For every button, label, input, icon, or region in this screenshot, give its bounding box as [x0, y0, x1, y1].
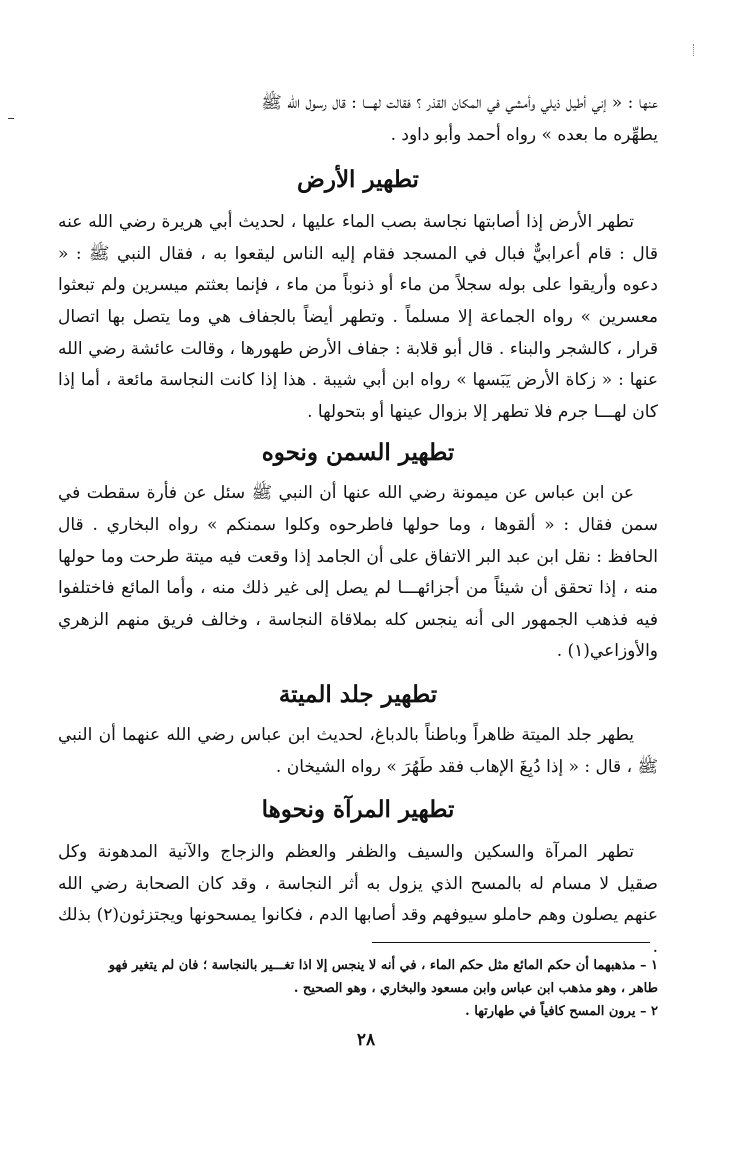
page-number: ٢٨: [356, 1030, 376, 1050]
paragraph-mirror-purification: تطهر المرآة والسكين والسيف والظفر والعظم والزجاج والآنية المدهونة وكل صقيل لا مسام له بالمسح الذي يزول به أثر النجاسة ، وقد كان الصحابة رضي الله عنهم يصلون وهم حاملو سيوفهم وقد أصابها الدم ، فكانوا يمسحونها ويجتزئون(٢) بذلك .: [58, 842, 658, 957]
heading-hide-purification: تطهير جلد الميتة: [278, 680, 438, 708]
paragraph-earth-purification: تطهر الأرض إذا أصابتها نجاسة بصب الماء عليها ، لحديث أبي هريرة رضي الله عنه قال : قام أعرابيٌّ فبال في المسجد فقام إليه الناس ليقعوا به ، فقال النبي ﷺ : « دعوه وأريقوا على بوله سجلاً من ماء أو ذنوباً من ماء ، فإنما بعثتم ميسرين ولم تبعثوا معسرين » رواه الجماعة إلا مسلماً . وتطهر أيضاً بالجفاف هي وما يتصل بها اتصال قرار ، كالشجر والبناء . قال أبو قلابة : جفاف الأرض طهورها ، وقالت عائشة رضي الله عنها : « زكاة الأرض يَبَسها » رواه ابن أبي شيبة . هذا إذا كانت النجاسة مائعة ، أما إذا كان لهـــا جرم فلا تطهر إلا بزوال عينها أو بتحولها .: [58, 212, 658, 422]
footnote-1-line-1: ١ – مذهبهما أن حكم المائع مثل حكم الماء ، في أنه لا ينجس إلا اذا تغـــير بالنجاسة ؛ فان لم يتغير فهو: [108, 958, 658, 973]
heading-earth-purification: تطهير الأرض: [297, 166, 419, 194]
heading-ghee-purification: تطهير السمن ونحوه: [261, 439, 455, 467]
footnote-divider: [372, 942, 650, 943]
margin-mark: [8, 118, 14, 119]
footnote-1-line-2: طاهر ، وهو مذهب ابن عباس وابن مسعود والبخاري ، وهو الصحيح .: [293, 981, 658, 996]
footnotes: [58, 954, 658, 1023]
paragraph-hide-purification: يطهر جلد الميتة ظاهراً وباطناً بالدباغ، لحديث ابن عباس رضي الله عنهما أن النبي ﷺ ، قال : « إذا دُبِغَ الإهاب فقد طَهُرَ » رواه الشيخان .: [58, 724, 658, 777]
margin-dots: [693, 44, 696, 56]
intro-line-1: عنها : « إني أطيل ذيلي وأمشي في المكان القذر ؟ فقالت لهـــا : قال رسول الله ﷺ: [261, 93, 658, 113]
intro-line-2: يطهِّره ما بعده » رواه أحمد وأبو داود .: [390, 124, 658, 145]
footnote-2: ٢ – يرون المسح كافياً في طهارتها .: [465, 1004, 658, 1019]
page-body: [58, 88, 658, 963]
heading-mirror-purification: تطهير المرآة ونحوها: [261, 796, 455, 824]
paragraph-ghee-purification: عن ابن عباس عن ميمونة رضي الله عنها أن النبي ﷺ سئل عن فأرة سقطت في سمن فقال : « ألقوها ، وما حولها فاطرحوه وكلوا سمنكم » رواه البخاري . قال الحافظ : نقل ابن عبد البر الاتفاق على أن الجامد إذا وقعت فيه ميتة طرحت وما حولها منه ، إذا تحقق أن شيئاً من أجزائهـــا لم يصل إلى غير ذلك منه ، وأما المائع فاختلفوا فيه فذهب الجمهور الى أنه ينجس كله بملاقاة النجاسة ، وخالف فريق منهم الزهري والأوزاعي(١) .: [58, 483, 658, 662]
